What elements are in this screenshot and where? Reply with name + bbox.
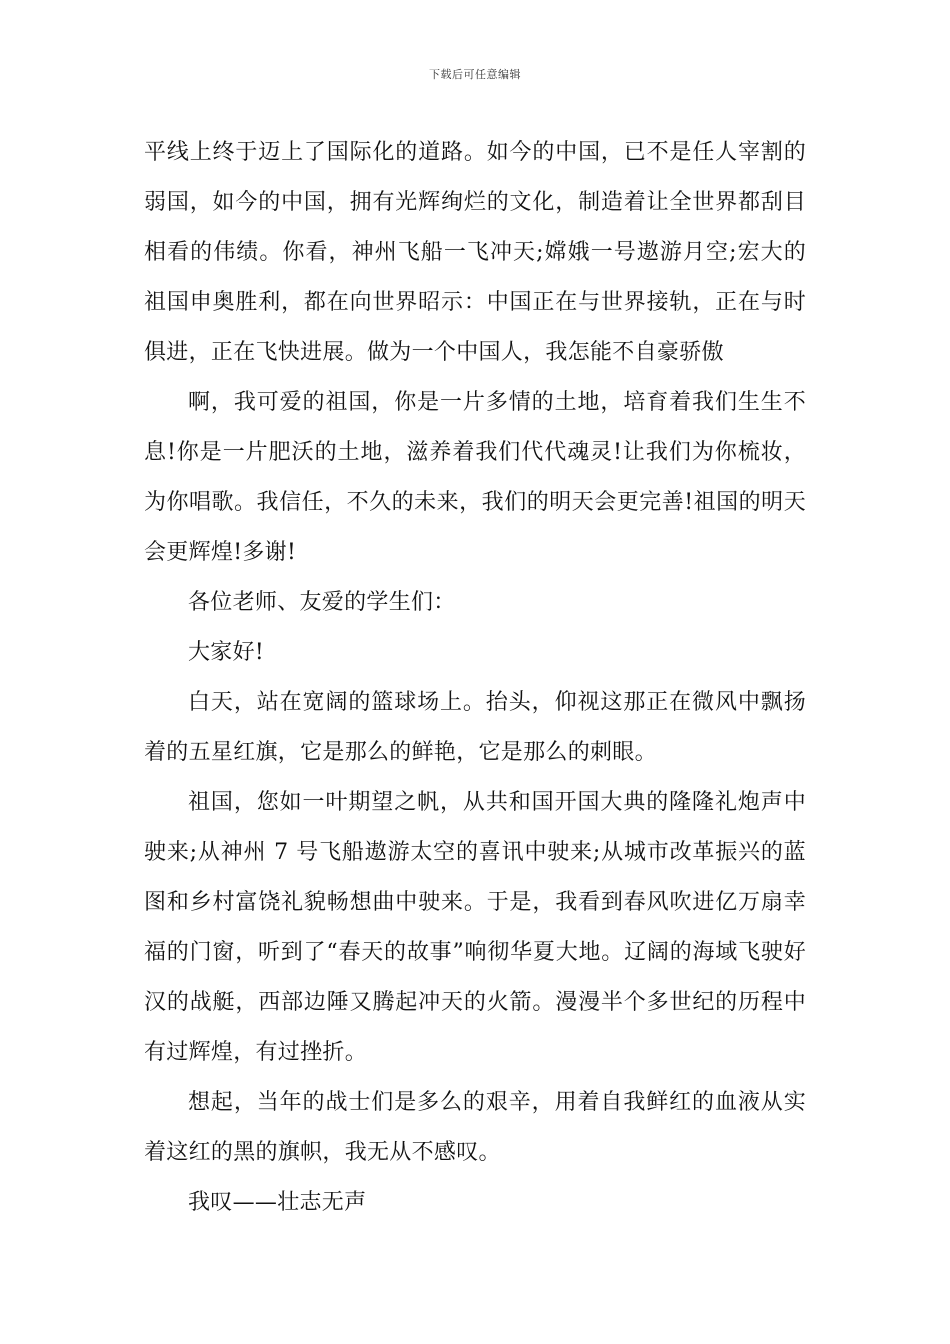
paragraph-2: 啊，我可爱的祖国，你是一片多情的土地，培育着我们生生不息!你是一片肥沃的土地，滋养着我们代代魂灵!让我们为你梳妆，为你唱歌。我信任，不久的未来，我们的明天会更完善!祖国的明天会更辉煌!多谢! [144,390,806,565]
paragraph-7: 想起，当年的战士们是多么的艰辛，用着自我鲜红的血液从实着这红的黑的旗帜，我无从不感叹。 [144,1090,806,1165]
paragraph-8: 我叹——壮志无声 [188,1190,367,1215]
paragraph-4: 大家好! [188,640,265,665]
paragraph-3: 各位老师、友爱的学生们： [188,590,456,615]
page-header: 下载后可任意编辑 [429,68,521,81]
document-body [144,128,806,1228]
paragraph-5: 白天，站在宽阔的篮球场上。抬头，仰视这那正在微风中飘扬着的五星红旗，它是那么的鲜艳，它是那么的刺眼。 [144,690,806,765]
paragraph-6: 祖国，您如一叶期望之帆，从共和国开国大典的隆隆礼炮声中驶来;从神州 7 号飞船遨游太空的喜讯中驶来;从城市改革振兴的蓝图和乡村富饶礼貌畅想曲中驶来。于是，我看到春风吹进亿万扇幸福的门窗，听到了“春天的故事”响彻华夏大地。辽阔的海域飞驶好汉的战艇，西部边陲又腾起冲天的火箭。漫漫半个多世纪的历程中有过辉煌，有过挫折。 [144,790,806,1065]
paragraph-1: 平线上终于迈上了国际化的道路。如今的中国，已不是任人宰割的弱国，如今的中国，拥有光辉绚烂的文化，制造着让全世界都刮目相看的伟绩。你看，神州飞船一飞冲天;嫦娥一号遨游月空;宏大的祖国申奥胜利，都在向世界昭示：中国正在与世界接轨，正在与时俱进，正在飞快进展。做为一个中国人，我怎能不自豪骄傲 [144,140,806,365]
